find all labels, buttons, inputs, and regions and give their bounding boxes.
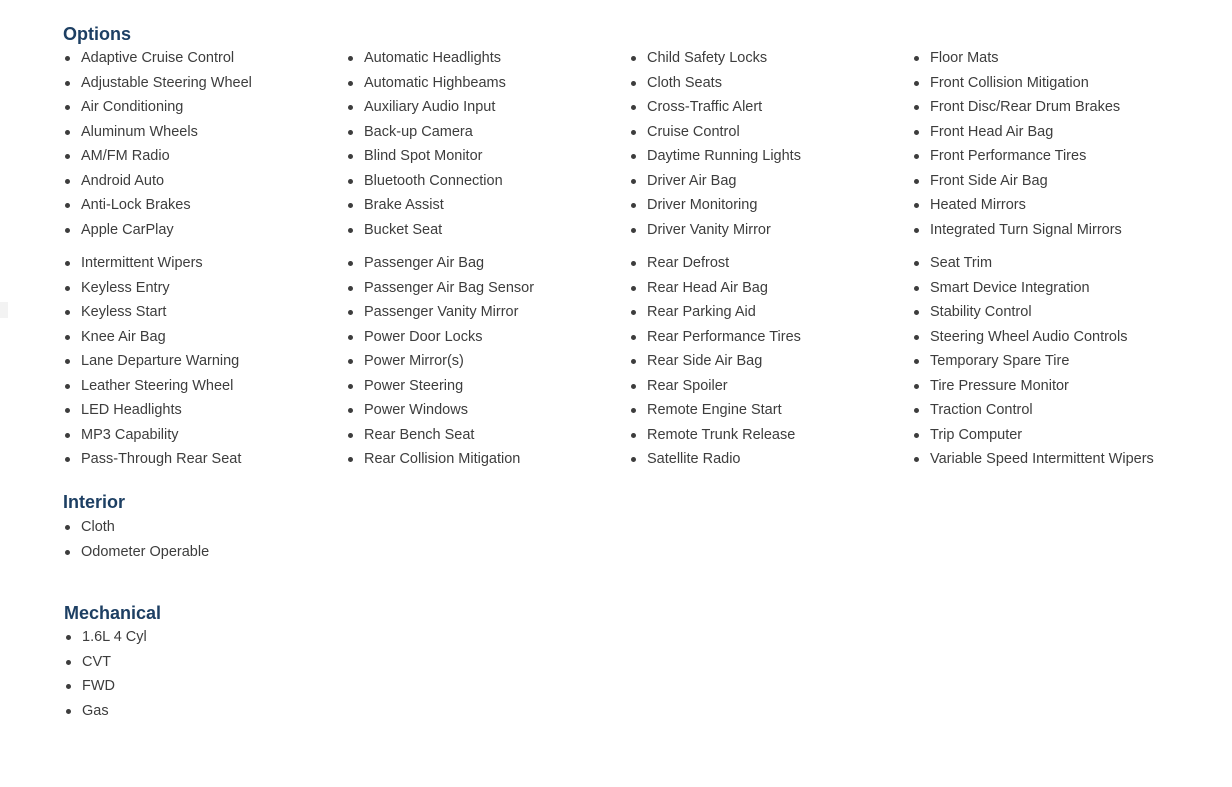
list-item: Auxiliary Audio Input (346, 95, 506, 120)
list-item: Driver Air Bag (629, 169, 801, 194)
list-item: Child Safety Locks (629, 46, 801, 71)
list-item: Back-up Camera (346, 120, 506, 145)
interior-list (63, 515, 209, 564)
list-item: MP3 Capability (63, 423, 241, 448)
list-item: Power Mirror(s) (346, 349, 534, 374)
list-item: Trip Computer (912, 423, 1154, 448)
list-item: Rear Parking Aid (629, 300, 801, 325)
list-item: Front Side Air Bag (912, 169, 1122, 194)
list-item: Remote Trunk Release (629, 423, 801, 448)
list-item: Seat Trim (912, 251, 1154, 276)
list-item: Cross-Traffic Alert (629, 95, 801, 120)
list-item: Rear Bench Seat (346, 423, 534, 448)
list-item: Leather Steering Wheel (63, 374, 241, 399)
list-item: Front Disc/Rear Drum Brakes (912, 95, 1122, 120)
list-item: Lane Departure Warning (63, 349, 241, 374)
list-item: Pass-Through Rear Seat (63, 447, 241, 472)
list-item: LED Headlights (63, 398, 241, 423)
list-item: Rear Side Air Bag (629, 349, 801, 374)
list-item: Gas (64, 699, 147, 724)
list-item: Passenger Vanity Mirror (346, 300, 534, 325)
mechanical-list (64, 625, 147, 723)
list-item: Anti-Lock Brakes (63, 193, 252, 218)
list-item: 1.6L 4 Cyl (64, 625, 147, 650)
list-item: AM/FM Radio (63, 144, 252, 169)
list-item: Rear Head Air Bag (629, 276, 801, 301)
list-item: Passenger Air Bag (346, 251, 534, 276)
list-item: Driver Vanity Mirror (629, 218, 801, 243)
interior-heading: Interior (63, 492, 126, 512)
list-item: Passenger Air Bag Sensor (346, 276, 534, 301)
list-item: Smart Device Integration (912, 276, 1154, 301)
options-list-col-4 (912, 46, 1122, 242)
list-item: Front Head Air Bag (912, 120, 1122, 145)
options-list-col-2b (346, 251, 534, 472)
list-item: Temporary Spare Tire (912, 349, 1154, 374)
list-item: FWD (64, 674, 147, 699)
list-item: Heated Mirrors (912, 193, 1122, 218)
list-item: Floor Mats (912, 46, 1122, 71)
list-item: Automatic Headlights (346, 46, 506, 71)
list-item: Automatic Highbeams (346, 71, 506, 96)
list-item: Remote Engine Start (629, 398, 801, 423)
list-item: Adaptive Cruise Control (63, 46, 252, 71)
list-item: Variable Speed Intermittent Wipers (912, 447, 1154, 472)
list-item: Rear Defrost (629, 251, 801, 276)
list-item: Driver Monitoring (629, 193, 801, 218)
options-list-col-3b (629, 251, 801, 472)
options-list-col-3 (629, 46, 801, 242)
list-item: Air Conditioning (63, 95, 252, 120)
list-item: Power Steering (346, 374, 534, 399)
page-edge-marker (0, 302, 8, 318)
list-item: Adjustable Steering Wheel (63, 71, 252, 96)
options-list-col-1 (63, 46, 252, 242)
list-item: Power Door Locks (346, 325, 534, 350)
options-list-col-4b (912, 251, 1154, 472)
list-item: Power Windows (346, 398, 534, 423)
list-item: Keyless Start (63, 300, 241, 325)
list-item: CVT (64, 650, 147, 675)
list-item: Android Auto (63, 169, 252, 194)
list-item: Satellite Radio (629, 447, 801, 472)
list-item: Knee Air Bag (63, 325, 241, 350)
list-item: Bucket Seat (346, 218, 506, 243)
list-item: Brake Assist (346, 193, 506, 218)
options-list-col-1b (63, 251, 241, 472)
list-item: Tire Pressure Monitor (912, 374, 1154, 399)
list-item: Rear Performance Tires (629, 325, 801, 350)
list-item: Bluetooth Connection (346, 169, 506, 194)
list-item: Stability Control (912, 300, 1154, 325)
list-item: Integrated Turn Signal Mirrors (912, 218, 1122, 243)
list-item: Cloth (63, 515, 209, 540)
list-item: Front Collision Mitigation (912, 71, 1122, 96)
list-item: Aluminum Wheels (63, 120, 252, 145)
list-item: Apple CarPlay (63, 218, 252, 243)
list-item: Keyless Entry (63, 276, 241, 301)
mechanical-heading: Mechanical (64, 603, 162, 623)
list-item: Blind Spot Monitor (346, 144, 506, 169)
list-item: Front Performance Tires (912, 144, 1122, 169)
list-item: Odometer Operable (63, 540, 209, 565)
list-item: Rear Collision Mitigation (346, 447, 534, 472)
list-item: Daytime Running Lights (629, 144, 801, 169)
list-item: Rear Spoiler (629, 374, 801, 399)
options-heading: Options (63, 24, 131, 44)
list-item: Cloth Seats (629, 71, 801, 96)
list-item: Intermittent Wipers (63, 251, 241, 276)
options-list-col-2 (346, 46, 506, 242)
list-item: Traction Control (912, 398, 1154, 423)
list-item: Steering Wheel Audio Controls (912, 325, 1154, 350)
list-item: Cruise Control (629, 120, 801, 145)
